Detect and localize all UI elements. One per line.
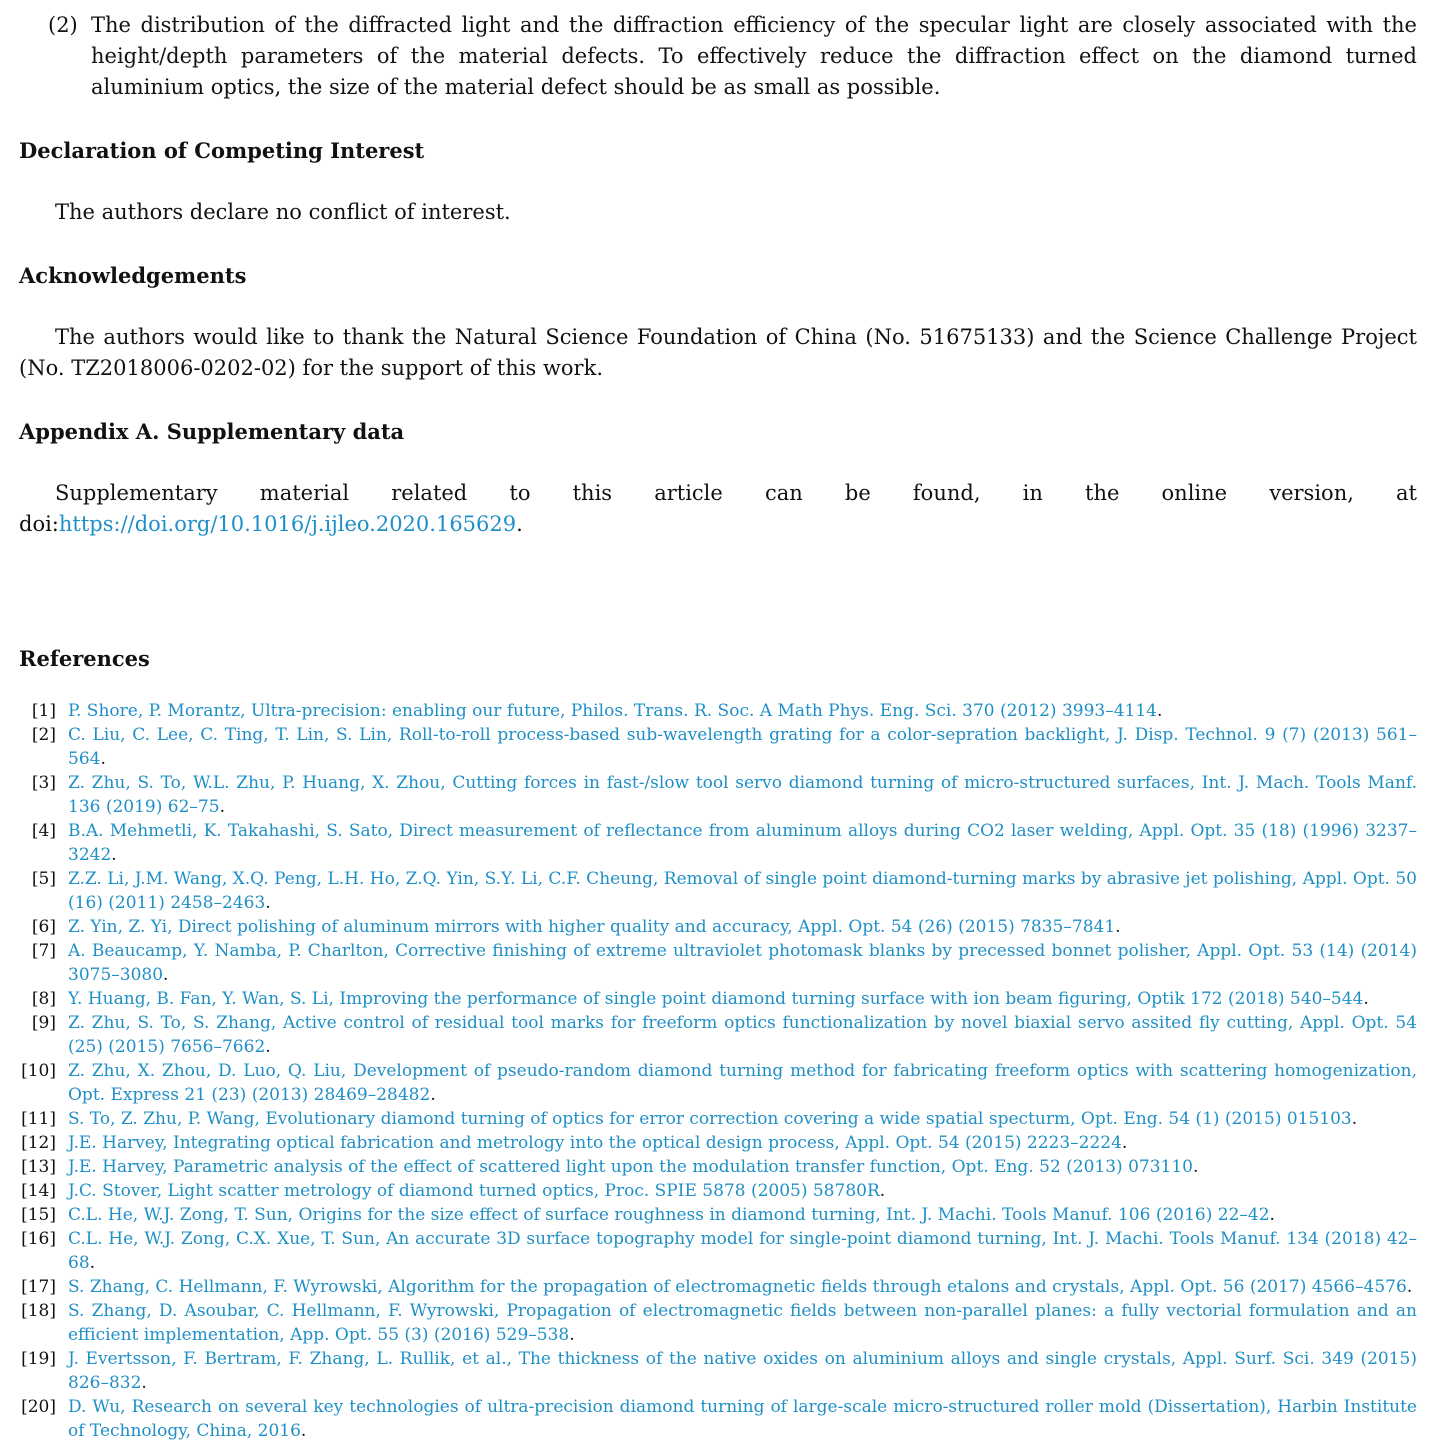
reference-item [19,1227,1417,1275]
reference-period: . [1156,701,1163,721]
reference-number: [3] [31,773,56,793]
reference-number: [8] [31,989,56,1009]
reference-link[interactable]: J.E. Harvey, Integrating optical fabrication and metrology into the optical design process, Appl. Opt. 54 (2015) 2223–2224 [68,1133,1122,1153]
reference-item [19,1131,1417,1155]
acknowledgements-heading: Acknowledgements [19,263,247,288]
reference-item [19,1203,1417,1227]
reference-period: . [163,965,169,985]
reference-item [19,723,1417,771]
reference-item [19,987,1417,1011]
reference-item [19,1347,1417,1395]
reference-link[interactable]: J.E. Harvey, Parametric analysis of the effect of scattered light upon the modulation transfer function, Opt. Eng. 52 (2013) 073110 [68,1157,1193,1177]
conclusion-item [19,10,1417,103]
reference-item [19,1011,1417,1059]
reference-period: . [1115,917,1121,937]
reference-period: . [1363,989,1369,1009]
reference-number: [6] [31,917,56,937]
reference-period: . [1269,1205,1275,1225]
reference-link[interactable]: J.C. Stover, Light scatter metrology of diamond turned optics, Proc. SPIE 5878 (2005) 58780R [68,1181,880,1201]
reference-period: . [111,845,117,865]
appendix-text [19,478,1417,540]
reference-item [19,915,1417,939]
competing-interest-heading: Declaration of Competing Interest [19,138,425,163]
reference-number: [7] [31,941,56,961]
reference-number: [17] [21,1277,56,1297]
reference-item [19,939,1417,987]
reference-number: [19] [21,1349,56,1369]
acknowledgements-text: The authors would like to thank the Natural Science Foundation of China (No. 51675133) and the Science Challenge Project (No. TZ2018006-0202-02) for the support of this work. [19,325,1417,380]
reference-period: . [89,1253,96,1273]
conclusion-text: The distribution of the diffracted light and the diffraction efficiency of the specular light are closely associated with the height/depth parameters of the material defects. To effectively reduce the diffraction effect on the diamond turned aluminium optics, the size of the material defect should be as small as possible. [91,13,1417,99]
reference-period: . [300,1421,307,1441]
reference-number: [9] [31,1013,56,1033]
reference-number: [13] [21,1157,56,1177]
reference-link[interactable]: Y. Huang, B. Fan, Y. Wan, S. Li, Improving the performance of single point diamond turning surface with ion beam figuring, Optik 172 (2018) 540–544 [68,989,1364,1009]
reference-link[interactable]: Z. Zhu, X. Zhou, D. Luo, Q. Liu, Development of pseudo-random diamond turning method for fabricating freeform optics with scattering homogenization, Opt. Express 21 (23) (2013) 28469–28482 [68,1061,1417,1105]
reference-number: [16] [21,1229,56,1249]
competing-interest-text: The authors declare no conflict of interest. [55,200,511,224]
reference-link[interactable]: S. Zhang, D. Asoubar, C. Hellmann, F. Wyrowski, Propagation of electromagnetic fields between non-parallel planes: a fully vectorial formulation and an efficient implementation, App. Opt. 55 (3) (2016) 529–538 [68,1301,1417,1345]
reference-item [19,699,1417,723]
reference-link[interactable]: P. Shore, P. Morantz, Ultra-precision: enabling our future, Philos. Trans. R. Soc. A Math Phys. Eng. Sci. 370 (2012) 3993–4114 [68,701,1157,721]
reference-period: . [100,749,106,769]
reference-number: [12] [21,1133,56,1153]
reference-item [19,867,1417,915]
reference-link[interactable]: J. Evertsson, F. Bertram, F. Zhang, L. Rullik, et al., The thickness of the native oxides on aluminium alloys and single crystals, Appl. Surf. Sci. 349 (2015) 826–832 [68,1349,1417,1393]
conclusion-number: (2) [48,13,78,37]
reference-number: [15] [21,1205,56,1225]
reference-number: [14] [21,1181,56,1201]
reference-link[interactable]: C. Liu, C. Lee, C. Ting, T. Lin, S. Lin, Roll-to-roll process-based sub-wavelength grating for a color-sepration backlight, J. Disp. Technol. 9 (7) (2013) 561–564 [68,725,1417,769]
references-heading: References [19,646,150,671]
appendix-text-after: . [516,512,523,536]
reference-link[interactable]: Z.Z. Li, J.M. Wang, X.Q. Peng, L.H. Ho, Z.Q. Yin, S.Y. Li, C.F. Cheung, Removal of single point diamond-turning marks by abrasive jet polishing, Appl. Opt. 50 (16) (2011) 2458–2463 [68,869,1417,913]
reference-number: [10] [21,1061,56,1081]
reference-item [19,819,1417,867]
reference-item [19,1155,1417,1179]
reference-number: [20] [21,1397,56,1417]
paper-page [19,10,1417,1443]
reference-link[interactable]: D. Wu, Research on several key technologies of ultra-precision diamond turning of large-scale micro-structured roller mold (Dissertation), Harbin Institute of Technology, China, 2016 [68,1397,1417,1441]
reference-link[interactable]: Z. Zhu, S. To, S. Zhang, Active control of residual tool marks for freeform optics functionalization by novel biaxial servo assited fly cutting, Appl. Opt. 54 (25) (2015) 7656–7662 [68,1013,1417,1057]
reference-period: . [141,1373,147,1393]
reference-link[interactable]: C.L. He, W.J. Zong, T. Sun, Origins for the size effect of surface roughness in diamond turning, Int. J. Machi. Tools Manuf. 106 (2016) 22–42 [68,1205,1270,1225]
reference-item [19,1179,1417,1203]
reference-period: . [879,1181,886,1201]
reference-link[interactable]: B.A. Mehmetli, K. Takahashi, S. Sato, Direct measurement of reflectance from aluminum alloys during CO2 laser welding, Appl. Opt. 35 (18) (1996) 3237–3242 [68,821,1417,865]
reference-period: . [1351,1109,1358,1129]
reference-item [19,771,1417,819]
reference-number: [11] [21,1109,56,1129]
reference-period: . [219,797,225,817]
reference-number: [5] [31,869,56,889]
reference-link[interactable]: C.L. He, W.J. Zong, C.X. Xue, T. Sun, An accurate 3D surface topography model for single-point diamond turning, Int. J. Machi. Tools Manuf. 134 (2018) 42–68 [68,1229,1417,1273]
appendix-text-before: Supplementary material related to this article can be found, in the online version, at doi: [19,481,1417,536]
reference-period: . [1121,1133,1128,1153]
reference-link[interactable]: S. Zhang, C. Hellmann, F. Wyrowski, Algorithm for the propagation of electromagnetic fields through etalons and crystals, Appl. Opt. 56 (2017) 4566–4576 [68,1277,1407,1297]
reference-number: [1] [31,701,56,721]
reference-item [19,1299,1417,1347]
reference-period: . [265,1037,271,1057]
reference-number: [2] [31,725,56,745]
reference-period: . [1193,1157,1199,1177]
doi-link[interactable]: https://doi.org/10.1016/j.ijleo.2020.165629 [58,512,517,536]
reference-link[interactable]: Z. Zhu, S. To, W.L. Zhu, P. Huang, X. Zhou, Cutting forces in fast-/slow tool servo diamond turning of micro-structured surfaces, Int. J. Mach. Tools Manf. 136 (2019) 62–75 [68,773,1417,817]
reference-list [19,699,1417,1443]
reference-item [19,1107,1417,1131]
reference-item [19,1059,1417,1107]
reference-number: [4] [31,821,56,841]
reference-period: . [265,893,271,913]
reference-link[interactable]: A. Beaucamp, Y. Namba, P. Charlton, Corrective finishing of extreme ultraviolet photomask blanks by precessed bonnet polisher, Appl. Opt. 53 (14) (2014) 3075–3080 [68,941,1417,985]
reference-period: . [1406,1277,1413,1297]
reference-link[interactable]: Z. Yin, Z. Yi, Direct polishing of aluminum mirrors with higher quality and accuracy, Appl. Opt. 54 (26) (2015) 7835–7841 [68,917,1116,937]
reference-item [19,1395,1417,1443]
reference-number: [18] [21,1301,56,1321]
reference-period: . [430,1085,436,1105]
reference-period: . [569,1325,575,1345]
reference-link[interactable]: S. To, Z. Zhu, P. Wang, Evolutionary diamond turning of optics for error correction covering a wide spatial specturm, Opt. Eng. 54 (1) (2015) 015103 [68,1109,1352,1129]
reference-item [19,1275,1417,1299]
appendix-heading: Appendix A. Supplementary data [19,419,405,444]
